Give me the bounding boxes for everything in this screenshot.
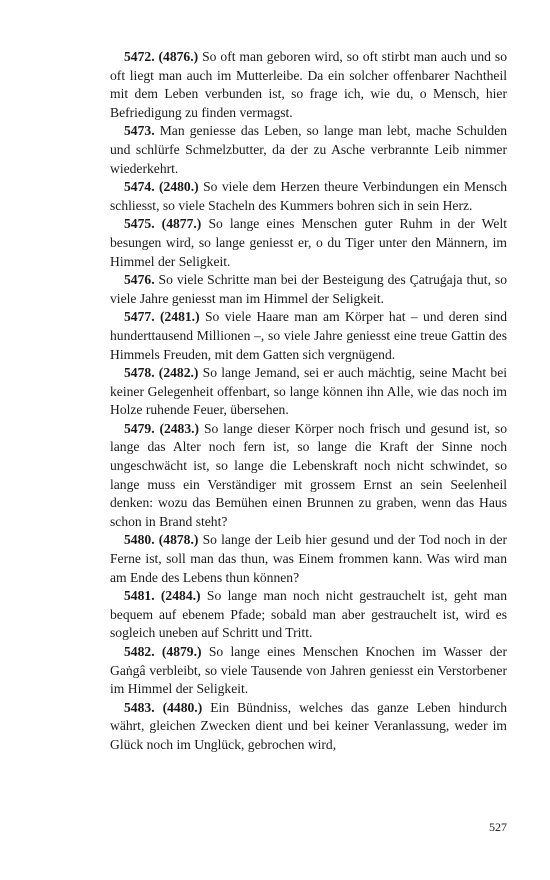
entry: [110, 699, 507, 755]
entry-number: 5483. (4480.): [124, 699, 203, 715]
entry-text: Man geniesse das Leben, so lange man lebt, mache Schulden und schlürfe Schmelzbutter, da der zu Asche verbrannte Leib nimmer wiederkehrt.: [110, 123, 507, 176]
entry-number: 5475. (4877.): [124, 216, 202, 232]
entry-number: 5474. (2480.): [124, 179, 199, 195]
entry-text: So viele Haare man am Körper hat – und deren sind hunderttausend Millionen –, so viele Jahre geniesst eine treue Gattin des Himmels Freuden, mit dem Gatten sich vergnügend.: [110, 309, 507, 362]
entry: [110, 643, 507, 699]
entry-text: So lange eines Menschen Knochen im Wasser der Gaṅgâ verbleibt, so viele Tausende von Jahren geniesst ein Verstorbener im Himmel der Seligkeit.: [110, 644, 507, 697]
entry: [110, 215, 507, 271]
entry-number: 5476.: [124, 272, 155, 288]
entry-number: 5477. (2481.): [124, 309, 200, 325]
entry: [110, 122, 507, 178]
entry: [110, 308, 507, 364]
page-number: 527: [489, 820, 507, 834]
main-text: [110, 48, 507, 755]
entry: [110, 420, 507, 532]
entry-number: 5473.: [124, 123, 155, 139]
entry: [110, 48, 507, 122]
entry: [110, 271, 507, 308]
entry-number: 5482. (4879.): [124, 644, 202, 659]
entry-number: 5480. (4878.): [124, 532, 199, 548]
entry: [110, 531, 507, 587]
entry-text: So viele Schritte man bei der Besteigung des Çatruǵaja thut, so viele Jahre geniesst man im Himmel der Seligkeit.: [110, 272, 507, 306]
entry-text: So lange der Leib hier gesund und der Tod noch in der Ferne ist, soll man das thun, was Einem frommen kann. Was wird man am Ende des Lebens thun können?: [110, 532, 508, 585]
entry-text: Ein Bündniss, welches das ganze Leben hindurch währt, gleichen Zwecken dient und bei keiner Veranlassung, weder im Glück noch im Unglück, gebrochen wird,: [110, 699, 507, 752]
entry-number: 5479. (2483.): [124, 420, 200, 436]
entry: [110, 178, 507, 215]
entry-number: 5481. (2484.): [124, 588, 201, 604]
entry-number: 5472. (4876.): [124, 49, 199, 64]
entry-text: So lange dieser Körper noch frisch und gesund ist, so lange das Alter noch fern ist, so lange die Kraft der Sinne noch ungeschwächt ist, so lange die Lebenskraft noch nicht schwindet, so lange muss ein Verständiger mit grossem Ernst an sein Seelenheil denken: wozu das Bemühen einen Brunnen zu graben, wenn das Haus schon in Brand steht?: [110, 420, 507, 529]
entry: [110, 364, 507, 420]
entry: [110, 587, 507, 643]
entry-text: So lange eines Menschen guter Ruhm in der Welt besungen wird, so lange geniesst er, o du Tiger unter den Männern, im Himmel der Seligkeit.: [110, 216, 507, 269]
entry-text: So oft man geboren wird, so oft stirbt man auch und so oft liegt man auch im Mutterleibe. Da ein solcher offenbarer Nachtheil mit dem Leben verbunden ist, so frage ich, wie du, o Mensch, hier Befriedigung zu finden vermagst.: [110, 49, 507, 120]
entry-text: So lange man noch nicht gestrauchelt ist, geht man bequem auf ebenem Pfade; sobald man aber gestrauchelt ist, wird es sogleich uneben auf Schritt und Tritt.: [110, 588, 508, 641]
entry-number: 5478. (2482.): [124, 365, 199, 381]
entry-text: So viele dem Herzen theure Verbindungen ein Mensch schliesst, so viele Stacheln des Kummers bohren sich in sein Herz.: [110, 179, 507, 213]
entry-text: So lange Jemand, sei er auch mächtig, seine Macht bei keiner Gelegenheit offenbart, so lange können ihn Alle, wie das noch im Holze ruhende Feuer, übersehen.: [110, 365, 508, 418]
